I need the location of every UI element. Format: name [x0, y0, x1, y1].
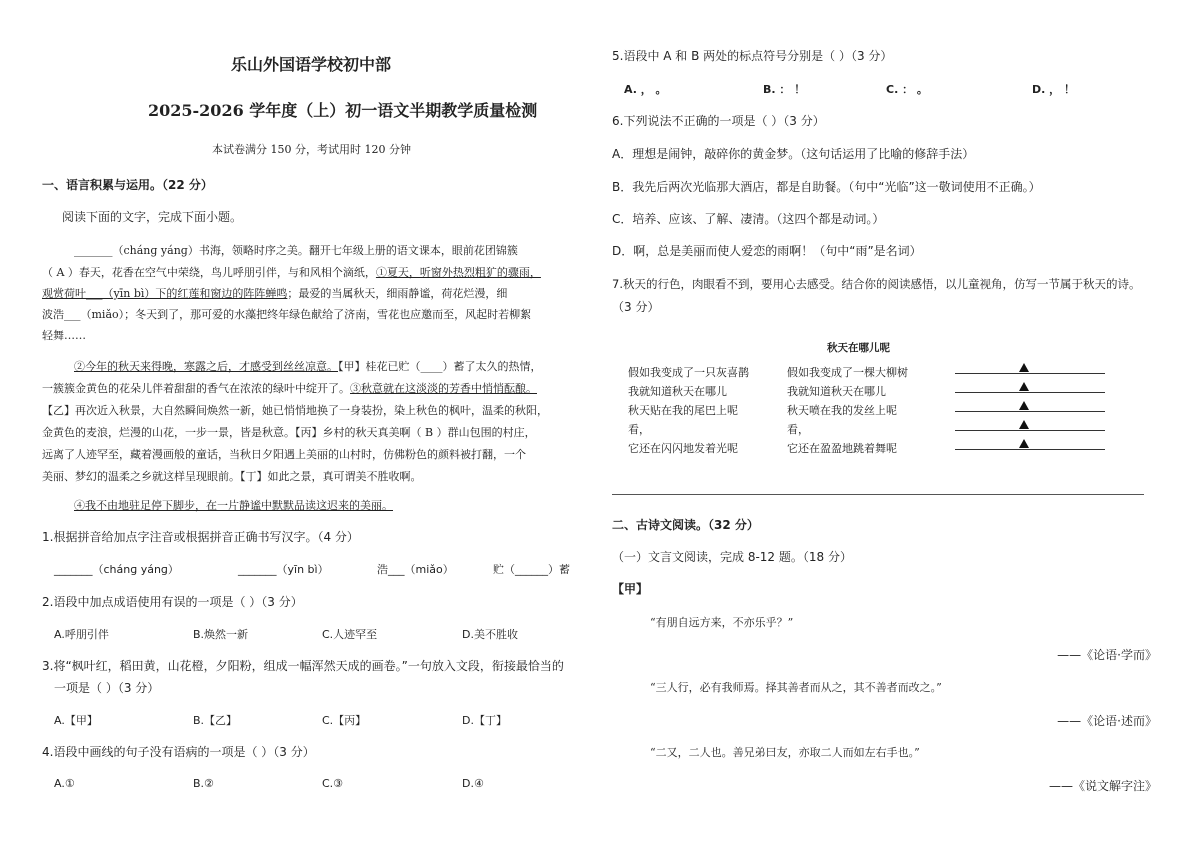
quote-text: “有朋自远方来，不亦乐乎？”: [650, 616, 794, 629]
triangle-marker-icon: [1019, 382, 1029, 391]
answer-line[interactable]: [955, 449, 1105, 450]
quote-text: “三人行，必有我师焉。择其善者而从之，其不善者而改之。”: [650, 681, 942, 694]
poem-line: 它还在闪闪地发着光呢: [628, 442, 738, 455]
school-title: 乐山外国语学校初中部: [231, 55, 392, 74]
passage-line: [42, 285, 507, 301]
q4-option-a: A.①: [54, 777, 75, 790]
q1-field-4: 贮（______）蓄: [493, 563, 570, 576]
q1-field-1: _______（chánɡ yánɡ）: [54, 563, 179, 576]
poem-line: 我就知道秋天在哪儿: [628, 385, 727, 398]
q6-option-c: C．培养、应该、了解、凄清。（这四个都是动词。）: [612, 212, 885, 226]
q4-option-d: D.④: [462, 777, 484, 790]
poem-line: 假如我变成了一只灰喜鹊: [628, 366, 749, 379]
passage-line: 远离了人迹罕至，藏着漫画般的童话，当秋日夕阳遇上美丽的山村时，仿佛粉色的颜料被打翻，一个: [42, 448, 526, 461]
q7-stem-cont: （3 分）: [612, 300, 660, 314]
passage-line: [42, 380, 537, 396]
triangle-marker-icon: [1019, 420, 1029, 429]
quote-text: “二又，二人也。善兄弟曰友，亦取二人而如左右手也。”: [650, 746, 920, 759]
underlined-sentence-3: ③秋意就在这淡淡的芳香中悄悄酝酿。: [350, 382, 537, 395]
passage-text: 【甲】桂花已贮（____）蓄了太久的热情，: [338, 360, 542, 373]
divider: [612, 494, 1144, 495]
answer-line[interactable]: [955, 430, 1105, 431]
triangle-marker-icon: [1019, 363, 1029, 372]
q5-stem: 5.语段中 A 和 B 两处的标点符号分别是（ ）（3 分）: [612, 49, 893, 63]
passage-line: 【乙】再次近入秋景，大自然瞬间焕然一新，她已悄悄地换了一身装扮，染上秋色的枫叶，温柔的秋阳，: [42, 404, 548, 417]
poem-title: 秋天在哪儿呢: [827, 342, 890, 354]
poem-line: 秋天贴在我的尾巴上呢: [628, 404, 738, 417]
q5-option-d: D. ， ！: [1032, 83, 1075, 96]
q5-option-b: B. ： ！: [763, 83, 806, 96]
answer-line[interactable]: [955, 411, 1105, 412]
section2-sub: （一）文言文阅读，完成 8-12 题。（18 分）: [612, 550, 852, 564]
underlined-sentence-1-cont: 观赏荷叶: [42, 287, 86, 300]
quote-source: ——《说文解字注》: [1048, 779, 1157, 793]
q1-field-3: 浩___（miǎo）: [377, 563, 454, 576]
q6-option-d: D．啊，总是美丽而使人爱恋的雨啊！（句中“雨”是名词）: [612, 244, 922, 258]
q3-option-b: B.【乙】: [193, 714, 238, 727]
q4-option-b: B.②: [193, 777, 214, 790]
q3-stem: 3.将“枫叶红，稻田黄，山花橙，夕阳粉，组成一幅浑然天成的画卷。”一句放入文段，衔接最恰当的: [42, 659, 564, 673]
answer-line[interactable]: [955, 373, 1105, 374]
poem-line: 我就知道秋天在哪儿: [787, 385, 886, 398]
q4-option-c: C.③: [322, 777, 344, 790]
q6-option-a: A．理想是闹钟，敲碎你的黄金梦。（这句话运用了比喻的修辞手法）: [612, 147, 975, 161]
poem-line: 看，: [628, 423, 650, 436]
q2-option-c: C.人迹罕至: [322, 628, 378, 641]
exam-note: 本试卷满分 150 分，考试用时 120 分钟: [212, 143, 411, 156]
q2-option-a: A.呼朋引伴: [54, 628, 109, 641]
q4-stem: 4.语段中画线的句子没有语病的一项是（ ）（3 分）: [42, 745, 315, 759]
triangle-marker-icon: [1019, 401, 1029, 410]
poem-line: 假如我变成了一棵大柳树: [787, 366, 908, 379]
section1-instruction: 阅读下面的文字，完成下面小题。: [62, 210, 243, 224]
underlined-sentence-1: ①夏天，听窗外热烈粗犷的骤雨，: [375, 266, 541, 279]
quote-source: ——《论语·学而》: [1057, 648, 1157, 662]
q2-option-b: B.焕然一新: [193, 628, 249, 641]
q7-stem: 7.秋天的行色，肉眼看不到，要用心去感受。结合你的阅读感悟，以儿童视角，仿写一节属于秋天的诗。: [612, 277, 1141, 291]
passage-line: 美丽、梦幻的温柔之乡就这样呈现眼前。【丁】如此之景，真可谓美不胜收啊。: [42, 470, 422, 483]
exam-title: 2025-2026 学年度（上）初一语文半期教学质量检测: [148, 101, 538, 120]
passage-line: 波浩___（miǎo）；冬天到了，那可爱的水藻把终年绿色献给了济南，雪花也应邀而至，风起时若柳絮: [42, 308, 532, 321]
poem-line: 看，: [787, 423, 809, 436]
q6-option-b: B．我先后两次光临那大酒店，都是自助餐。（句中“光临”这一敬词使用不正确。）: [612, 180, 1041, 194]
q5-option-c: C. ： 。: [886, 83, 928, 96]
passage-line: [74, 358, 542, 374]
passage-text: ；最爱的当属秋天，细雨静谧，荷花烂漫，细: [287, 287, 508, 300]
q1-field-2: _______（yīn bì）: [238, 563, 329, 576]
poem-line: 它还在盈盈地跳着舞呢: [787, 442, 897, 455]
underlined-sentence-2: ②今年的秋天来得晚，寒露之后，才感受到丝丝凉意。: [74, 360, 338, 373]
passage-line: [42, 264, 541, 280]
answer-line[interactable]: [955, 392, 1105, 393]
q1-stem: 1.根据拼音给加点字注音或根据拼音正确书写汉字。（4 分）: [42, 530, 359, 544]
q2-option-d: D.美不胜收: [462, 628, 518, 641]
passage-line: 金黄色的麦浪，烂漫的山花，一步一景，皆是秋意。【丙】乡村的秋天真美啊（ B ）群山包围的村庄，: [42, 426, 536, 439]
passage-text: 一簇簇金黄色的花朵儿伴着甜甜的香气在浓浓的绿叶中绽开了。: [42, 382, 350, 395]
passage-line: _______（chánɡ yánɡ）书海，领略时序之美。翻开七年级上册的语文课本，眼前花团锦簇: [74, 244, 518, 257]
passage-line: 轻舞……: [42, 329, 86, 342]
section2-heading: 二、古诗文阅读。（32 分）: [612, 518, 759, 532]
q6-stem: 6.下列说法不正确的一项是（ ）（3 分）: [612, 114, 825, 128]
section1-heading: 一、语言积累与运用。（22 分）: [42, 178, 213, 192]
q3-option-c: C.【丙】: [322, 714, 367, 727]
poem-line: 秋天喷在我的发丝上呢: [787, 404, 897, 417]
quote-source: ——《论语·述而》: [1057, 714, 1157, 728]
q3-option-a: A.【甲】: [54, 714, 98, 727]
underlined-sentence-4: ④我不由地驻足停下脚步，在一片静谧中默默品读这迟来的美丽。: [74, 499, 393, 512]
q3-stem-cont: 一项是（ ）（3 分）: [54, 681, 160, 695]
q5-option-a: A. ， 。: [624, 83, 667, 96]
jia-label: 【甲】: [612, 582, 649, 596]
q2-stem: 2.语段中加点成语使用有误的一项是（ ）（3 分）: [42, 595, 303, 609]
triangle-marker-icon: [1019, 439, 1029, 448]
underlined-sentence-1-cont: ___（yīn bì）下的红莲和窗边的阵阵蝉鸣: [86, 287, 288, 300]
q3-option-d: D.【丁】: [462, 714, 507, 727]
passage-text: （ A ）春天，花香在空气中荣绕，鸟儿呼朋引伴，与和风相个滴纸，: [42, 266, 376, 279]
